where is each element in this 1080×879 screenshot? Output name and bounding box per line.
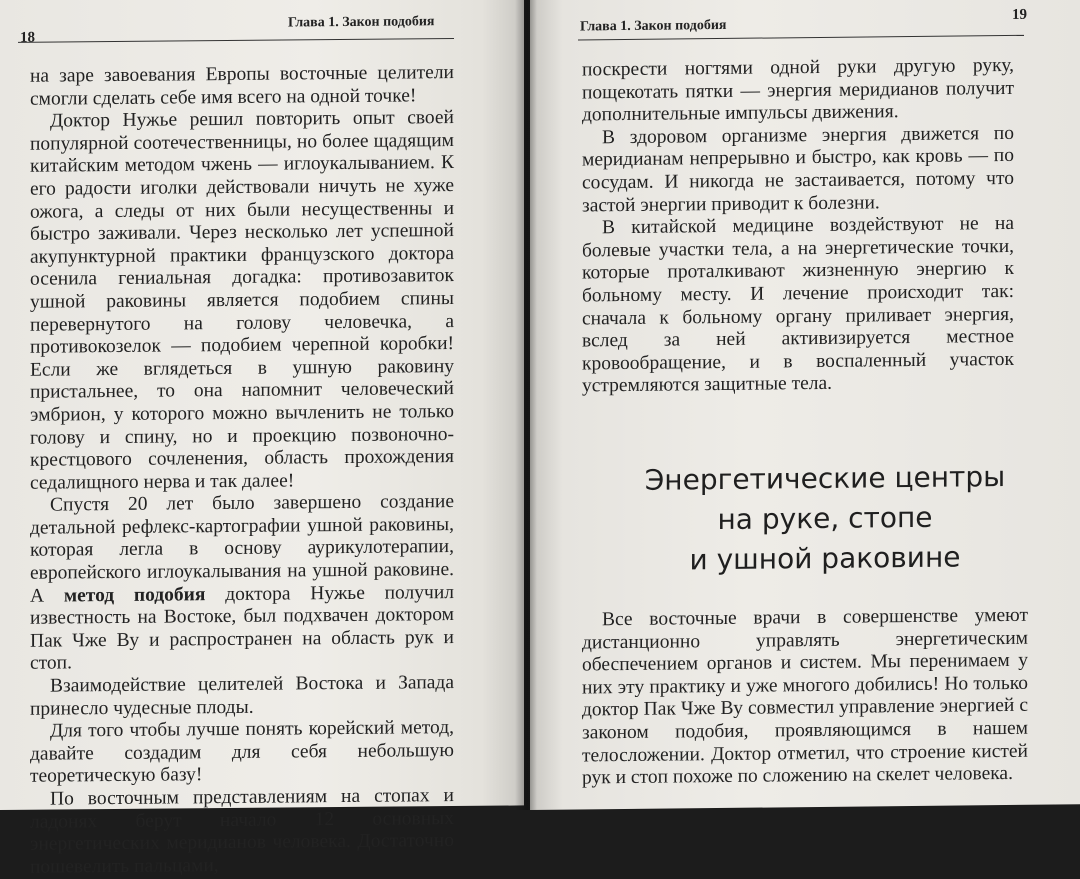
paragraph-text: доктора Нужье получил известность на Востоке, был подхвачен доктором Пак Чже Ву и распространен на область рук и стоп. — [30, 581, 454, 675]
right-page — [530, 0, 1080, 810]
section-body-text — [582, 605, 1028, 790]
paragraph: Доктор Нужье решил повторить опыт своей популярной соотечественницы, но более щадящим китайским методом чжень — иглоукалыванием. К его радости иголки действовали ничуть не хуже ожога, а следы от них были несущественны и быстро заживали. Через несколько лет успешной акупунктурной практики французского доктора осенила гениальная догадка: противозавиток ушной раковины является подобием спины перевернутого на голову человечка, а противокозелок — подобием черепной коробки! Если же вглядеться в ушную раковину пристальнее, то она напомнит человеческий эмбрион, у которого можно вычленить не только голову и спину, но и проекцию позвоночно-крестцового сочленения, область прохождения седалищного нерва и так далее! — [30, 107, 454, 494]
running-header-right: Глава 1. Закон подобия — [580, 17, 727, 35]
header-rule-right — [578, 35, 1024, 41]
paragraph: В китайской медицине воздействуют не на болевые участки тела, а на энергетические точки, которые проталкивают жизненную энергию к больному месту. И лечение происходит так: сначала к больному органу приливает энергия, вслед за ней активизируется местное кровообращение, и в воспаленный участок устремляются защитные тела. — [582, 213, 1014, 397]
emphasized-term: метод подобия — [63, 583, 206, 607]
left-page — [0, 0, 524, 878]
header-rule-left — [18, 38, 454, 43]
paragraph: Для того чтобы лучше понять корейский метод, давайте создадим для себя небольшую теоретическую базу! — [30, 717, 454, 788]
page-number-right: 19 — [1012, 6, 1027, 23]
paragraph: Все восточные врачи в совершенстве умеют дистанционно управлять энергетическим обеспечением органов и систем. Мы перенимаем у них эту практику и уже многого добились! Но только доктор Пак Чже Ву совместил управление энергией с законом подобия, проявляющимся в нашем телосложении. Доктор отметил, что строение кистей рук и стоп похоже по сложению на скелет человека. — [582, 604, 1028, 789]
paragraph: Взаимодействие целителей Востока и Запада принесло чудесные плоды. — [30, 672, 454, 720]
paragraph-text: Спустя 20 лет было завершено создание детальной рефлекс-картографии ушной раковины, которая легла в основу аурикулотерапии, европейского иглоукалывания на ушной раковине. А — [30, 491, 454, 607]
section-heading-line: и ушной раковине — [689, 540, 961, 577]
paragraph: В здоровом организме энергия движется по меридианам непрерывно и быстро, как кровь — по сосудам. И никогда не застаивается, потому что застой энергии приводит к болезни. — [582, 122, 1014, 217]
page-number-left: 18 — [20, 29, 35, 46]
paragraph: поскрести ногтями одной руки другую руку, пощекотать пятки — энергия меридианов получит дополнительные импульсы движения. — [582, 54, 1014, 126]
running-header-left: Глава 1. Закон подобия — [288, 14, 435, 31]
left-body-text — [30, 62, 454, 879]
section-heading-line: на руке, стопе — [717, 500, 933, 537]
paragraph — [30, 491, 454, 675]
paragraph: на заре завоевания Европы восточные целители смогли сделать себе имя всего на одной точке! — [30, 62, 454, 110]
book-gutter-shadow — [515, 0, 537, 810]
section-heading-line: Энергетические центры — [644, 460, 1006, 497]
right-body-text — [582, 55, 1014, 398]
section-heading — [590, 456, 1060, 581]
paragraph: По восточным представлениям на стопах и ладонях берут начало 12 основных энергетических меридианов человека. Достаточно пошевелить пальцами, — [30, 785, 454, 878]
